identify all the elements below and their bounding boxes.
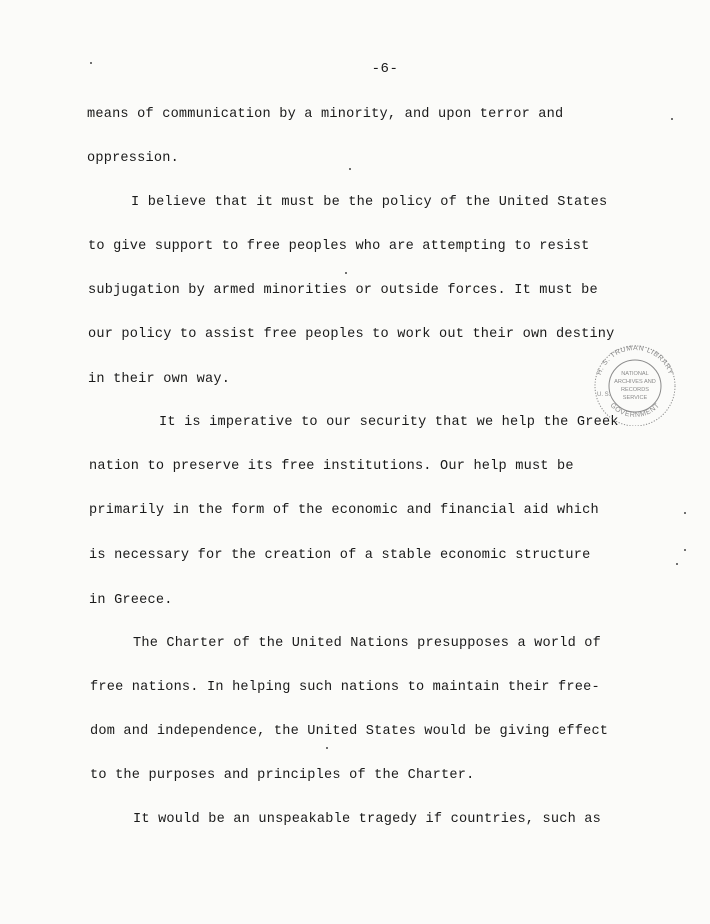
archive-stamp bbox=[587, 342, 683, 426]
text-line-10: primarily in the form of the economic and financial aid which bbox=[89, 503, 599, 518]
stamp-bottom-text: GOVERNMENT bbox=[608, 402, 662, 420]
page-number: -6- bbox=[371, 61, 399, 77]
text-line-14: free nations. In helping such nations to maintain their free- bbox=[90, 680, 600, 695]
stamp-inner-line-2: ARCHIVES AND bbox=[614, 379, 656, 385]
text-line-4: to give support to free peoples who are attempting to resist bbox=[88, 239, 590, 254]
stamp-inner-line-3: RECORDS bbox=[621, 387, 649, 393]
text-line-11: is necessary for the creation of a stable economic structure bbox=[89, 548, 591, 563]
text-line-17: It would be an unspeakable tragedy if countries, such as bbox=[133, 812, 602, 827]
scan-speck bbox=[684, 512, 686, 514]
text-line-12: in Greece. bbox=[89, 593, 173, 608]
text-line-16: to the purposes and principles of the Charter. bbox=[90, 768, 475, 783]
text-line-5: subjugation by armed minorities or outside forces. It must be bbox=[88, 283, 598, 298]
stamp-inner-line-1: NATIONAL bbox=[621, 371, 649, 377]
scan-speck bbox=[345, 272, 347, 274]
scan-speck bbox=[671, 118, 673, 120]
scan-speck bbox=[349, 168, 351, 170]
text-line-3: I believe that it must be the policy of the United States bbox=[131, 195, 608, 210]
scan-speck bbox=[90, 62, 92, 64]
scan-speck bbox=[326, 747, 328, 749]
text-line-9: nation to preserve its free institutions. Our help must be bbox=[89, 459, 574, 474]
text-line-15: dom and independence, the United States would be giving effect bbox=[90, 724, 609, 739]
text-line-8: It is imperative to our security that we help the Greek bbox=[159, 415, 619, 430]
scan-speck bbox=[676, 563, 678, 565]
scan-speck bbox=[684, 549, 686, 551]
stamp-inner-line-4: SERVICE bbox=[622, 395, 648, 401]
text-line-6: our policy to assist free peoples to work out their own destiny bbox=[88, 327, 615, 342]
text-line-1: means of communication by a minority, and upon terror and bbox=[87, 107, 564, 122]
text-line-7: in their own way. bbox=[88, 372, 231, 387]
text-line-13: The Charter of the United Nations presupposes a world of bbox=[133, 636, 602, 651]
stamp-left-text: U. S. bbox=[597, 392, 611, 398]
stamp-outer-text: H. S. TRUMAN LIBRARY bbox=[595, 344, 675, 377]
text-line-2: oppression. bbox=[87, 151, 179, 166]
